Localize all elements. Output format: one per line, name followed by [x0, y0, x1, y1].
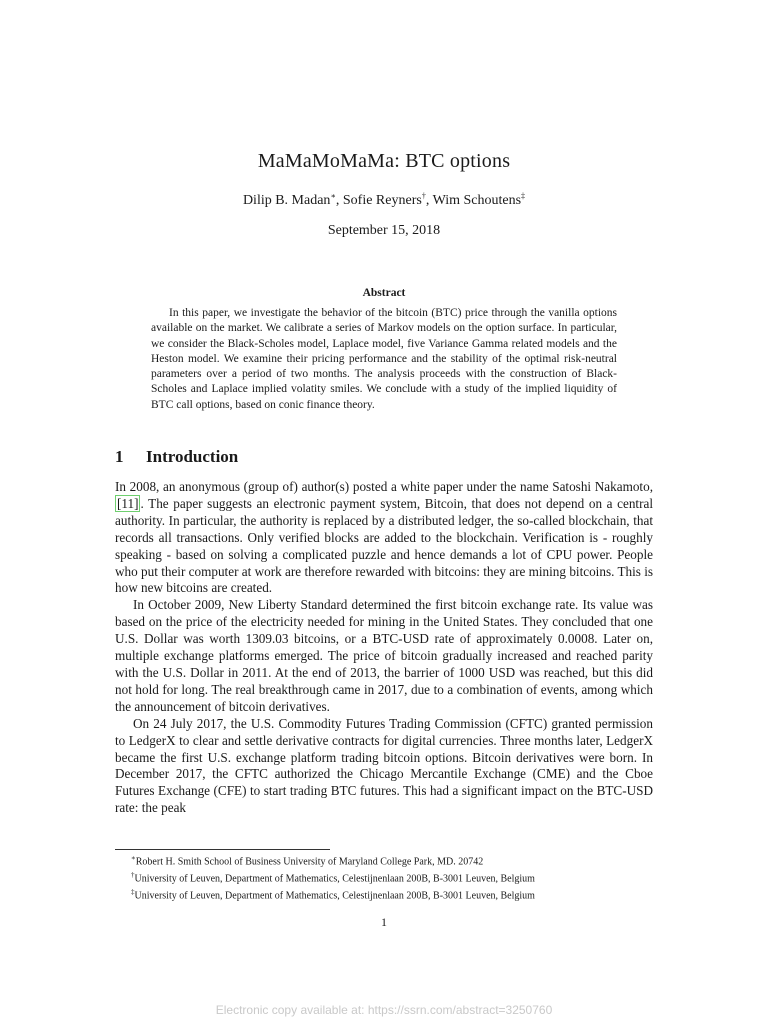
author-name: Sofie Reyners — [342, 193, 422, 208]
author-name: Wim Schoutens — [432, 193, 522, 208]
footnotes — [115, 852, 655, 903]
paragraph — [115, 479, 653, 597]
footnote — [115, 852, 655, 869]
author-line — [0, 193, 768, 209]
footnote-text: University of Leuven, Department of Mathematics, Celestijnenlaan 200B, B-3001 Leuven, Belgium — [134, 873, 535, 885]
footnote-divider — [115, 849, 330, 850]
author-separator: , — [425, 193, 430, 208]
paragraph-text: In 2008, an anonymous (group of) author(s) posted a white paper under the name Satoshi Nakamoto, — [115, 479, 653, 494]
author-mark: † — [421, 191, 426, 201]
abstract-text: In this paper, we investigate the behavior of the bitcoin (BTC) price through the vanilla options available on the market. We calibrate a series of Markov models on the option surface. In particular, we consider the Black-Scholes model, Laplace model, five Variance Gamma related models and the Heston model. We examine their pricing performance and the stability of the optimal risk-neutral parameters over a period of two months. The analysis proceeds with the construction of Black-Scholes and Laplace implied volatity smiles. We conclude with a study of the implied liquidity of BTC call options, based on conic finance theory. — [151, 307, 617, 411]
footnote-text: Robert H. Smith School of Business University of Maryland College Park, MD. 20742 — [135, 856, 484, 868]
author-mark: ∗ — [330, 191, 336, 201]
paragraph-text: . The paper suggests an electronic payment system, Bitcoin, that does not depend on a central authority. In particular, the authority is replaced by a distributed ledger, the so-called blockchain, that records all transactions. Only verified blocks are added to the blockchain. Verification is - roughly speaking - based on solving a complicated puzzle and hence demands a lot of CPU power. People who put their computer at work are therefore rewarded with bitcoins: they are mining bitcoins. This is how new bitcoins are created. — [115, 495, 653, 596]
ssrn-watermark[interactable]: Electronic copy available at: https://ssrn.com/abstract=3250760 — [215, 1003, 553, 1017]
footnote — [115, 869, 655, 886]
paragraph: In October 2009, New Liberty Standard determined the first bitcoin exchange rate. Its value was based on the price of the electricity needed for mining in the United States. They concluded that one U.S. Dollar was worth 1309.03 bitcoins, or a BTC-USD rate of approximately 0.0008. Later on, multiple exchange platforms emerged. The price of bitcoin gradually increased and reached parity with the U.S. Dollar in 2011. At the end of 2013, the barrier of 1000 USD was reached, but this did not hold for long. The real breakthrough came in 2017, due to a combination of events, among which the announcement of bitcoin derivatives. — [115, 597, 653, 714]
section-heading — [115, 447, 655, 467]
section-title: Introduction — [146, 447, 239, 466]
abstract-heading: Abstract — [362, 287, 406, 299]
page-number: 1 — [381, 915, 387, 929]
paper-date: September 15, 2018 — [327, 223, 441, 238]
section-number: 1 — [115, 447, 124, 466]
footnote — [115, 886, 655, 903]
paragraph: On 24 July 2017, the U.S. Commodity Futures Trading Commission (CFTC) granted permission to LedgerX to clear and settle derivative contracts for digital currencies. Three months later, LedgerX became the first U.S. exchange platform trading bitcoin options. Bitcoin derivatives were born. In December 2017, the CFTC authorized the Chicago Mercantile Exchange (CME) and the Cboe Futures Exchange (CFE) to start trading BTC futures. This had a significant impact on the BTC-USD rate: the peak — [115, 715, 653, 816]
body-text — [115, 479, 653, 817]
author-name: Dilip B. Madan — [242, 193, 331, 208]
citation-link[interactable]: [11] — [117, 495, 139, 511]
footnote-mark: ‡ — [131, 887, 135, 896]
paper-title: MaMaMoMaMa: BTC options — [257, 150, 511, 172]
footnote-mark: † — [131, 870, 135, 879]
footnote-text: University of Leuven, Department of Mathematics, Celestijnenlaan 200B, B-3001 Leuven, Belgium — [134, 890, 535, 902]
footnote-mark: ∗ — [131, 854, 136, 862]
author-mark: ‡ — [521, 191, 526, 201]
author-separator: , — [335, 193, 340, 208]
